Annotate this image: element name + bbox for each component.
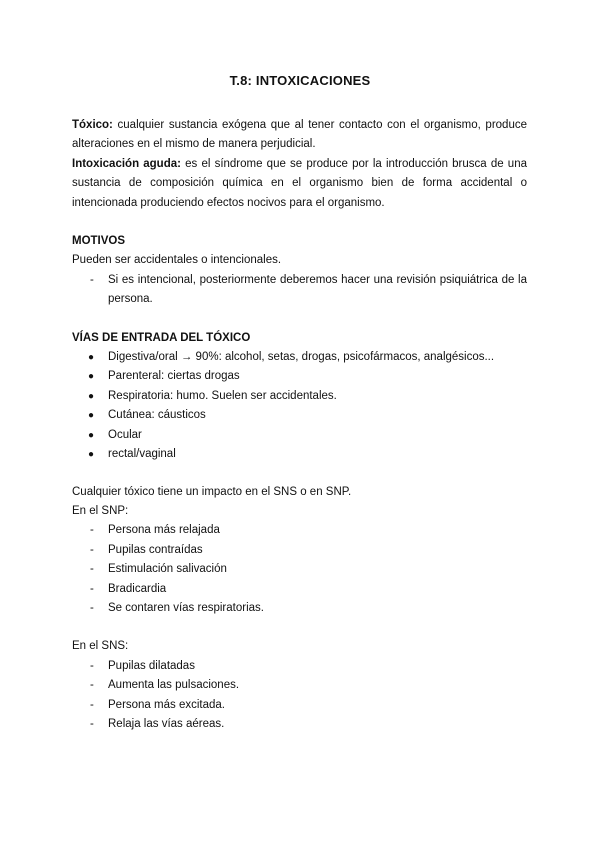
list-item [72,676,527,695]
dash-marker: - [90,698,94,711]
list-item [72,657,527,676]
list-item [72,426,527,445]
bullet-icon: ● [88,429,95,441]
motivos-list [72,271,527,310]
list-item-text: Persona más excitada. [108,698,225,711]
document-body [72,116,527,734]
list-item-text: Relaja las vías aéreas. [108,717,225,730]
toxico-definition-text: cualquier sustancia exógena que al tener contacto con el organismo, produce alteraciones en el mismo de manera perjudicial. [72,119,527,151]
bullet-icon: ● [88,352,95,364]
intoxicacion-term: Intoxicación aguda: [72,157,181,170]
toxico-term: Tóxico: [72,119,113,131]
list-item-text: Si es intencional, posteriormente deberemos hacer una revisión psiquiátrica de la persona. [108,273,527,306]
vias-heading: VÍAS DE ENTRADA DEL TÓXICO [72,331,251,344]
vias-list [72,348,527,464]
list-item [72,580,527,599]
list-item [72,521,527,540]
document-title: T.8: INTOXICACIONES [229,73,371,88]
list-item-text: Respiratoria: humo. Suelen ser accidentales. [108,389,337,402]
list-item-text: Parenteral: ciertas drogas [108,370,240,383]
dash-marker: - [90,273,94,286]
dash-marker: - [90,601,94,614]
intoxicacion-definition [72,155,527,213]
list-item [72,406,527,425]
list-item-text: Pupilas contraídas [108,543,203,556]
list-item [72,348,527,367]
sns-list [72,657,527,735]
sns-heading: En el SNS: [72,640,129,653]
bullet-icon: ● [88,371,95,383]
list-item-text: Digestiva/oral → 90%: alcohol, setas, drogas, psicofármacos, analgésicos... [108,351,495,364]
dash-marker: - [90,524,94,537]
snp-heading: En el SNP: [72,504,129,517]
bullet-icon: ● [88,390,95,402]
list-item-text: Bradicardia [108,582,167,595]
dash-marker: - [90,582,94,595]
list-item [72,271,527,310]
list-item-text: Estimulación salivación [108,563,227,576]
toxico-definition [72,116,527,155]
dash-marker: - [90,679,94,692]
list-item [72,387,527,406]
list-item [72,560,527,579]
dash-marker: - [90,659,94,672]
list-item-text: Persona más relajada [108,524,220,537]
list-item [72,599,527,618]
list-item [72,445,527,464]
bullet-icon: ● [88,410,95,422]
list-item-text: Ocular [108,428,142,441]
list-item-text: Aumenta las pulsaciones. [108,679,240,692]
list-item-text: Se contaren vías respiratorias. [108,601,264,614]
intoxicacion-definition-text: es el síndrome que se produce por la introducción brusca de una sustancia de composición química en el organismo bien de forma accidental o intencionada produciendo efectos nocivos para el organismo. [72,157,527,209]
list-item [72,715,527,734]
list-item-text: Pupilas dilatadas [108,659,195,672]
bullet-icon: ● [88,449,95,461]
impacto-text: Cualquier tóxico tiene un impacto en el SNS o en SNP. [72,485,352,498]
list-item [72,541,527,560]
list-item [72,367,527,386]
list-item-text: rectal/vaginal [108,448,176,461]
list-item-text: Cutánea: cáusticos [108,409,206,422]
motivos-heading: MOTIVOS [72,235,126,248]
dash-marker: - [90,717,94,730]
motivos-intro: Pueden ser accidentales o intencionales. [72,254,282,267]
snp-list [72,521,527,618]
list-item [72,696,527,715]
dash-marker: - [90,563,94,576]
dash-marker: - [90,543,94,556]
